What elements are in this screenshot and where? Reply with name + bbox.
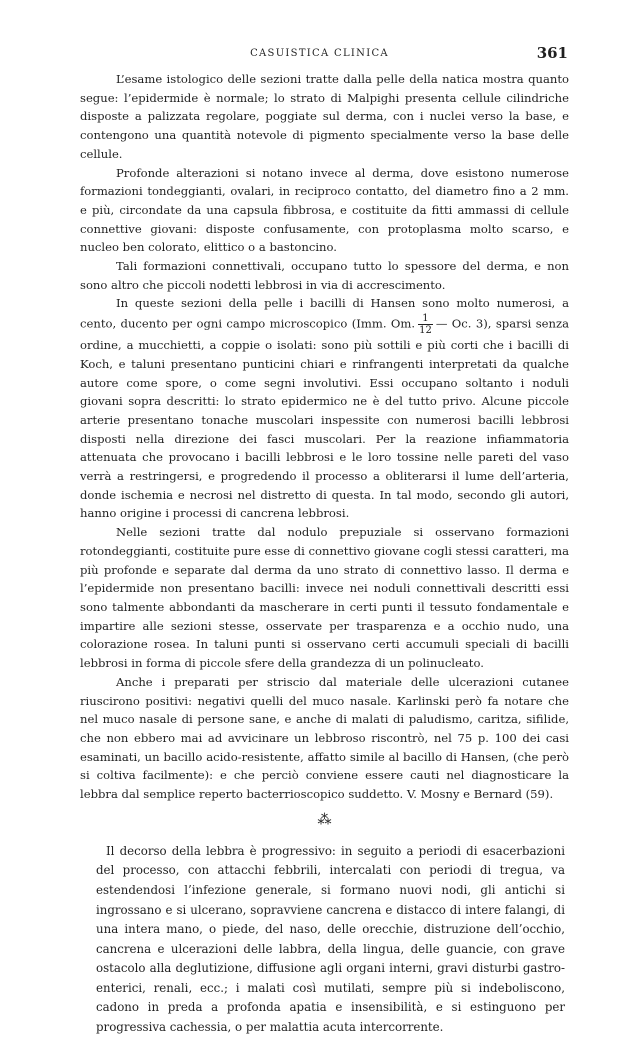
page-number: 361 <box>536 44 568 62</box>
running-title: CASUISTICA CLINICA <box>250 48 389 59</box>
paragraph-bacilli-rest: — Oc. 3), sparsi senza ordine, a mucchietti, a coppie o isolati: sono più sottili e più corti che i bacilli di Koch, e taluni presentano punticini chiari e rinfrangenti interpretati da qualche autore come spore, o come segni involutivi. Essi occupano soltanto i noduli giovani sopra descritti: lo strato epidermico ne è del tutto privo. Alcune piccole arterie presentano tonache muscolari inspessite con numerosi bacilli lebbrosi disposti nella direzione dei fasci muscolari. Per la reazione infiammatoria attenuata che provocano i bacilli lebbrosi e le loro tossine nelle pareti del vaso verrà a restringersi, e progredendo il processo a obliterarsi il lume dell’arteria, donde ischemia e necrosi nel distretto di questa. In tal modo, secondo gli autori, hanno origine i processi di cancrena lebbrosi. <box>80 316 569 521</box>
paragraph-course: Il decorso della lebbra è progressivo: in seguito a periodi di esacerbazioni del processo, con attacchi febbrili, intercalati con periodi di tregua, va estendendosi l’infezione generale, si formano nuovi nodi, gli antichi si ingrossano e si ulcerano, sopravviene cancrena e distacco di intere falangi, di una intera mano, o piede, del naso, delle orecchie, distruzione dell’occhio, cancrena e ulcerazioni delle labbra, della lingua, delle guancie, con grave ostacolo alla deglutizione, diffusione agli organi interni, gravi disturbi gastro-enterici, renali, ecc.; i malati così mutilati, sempre più si indeboliscono, cadono in preda a profonda apatia e insensibilità, e si estinguono per progressiva cachessia, o per malattia acuta intercorrente. <box>96 843 565 1035</box>
paragraph-smears: Anche i preparati per striscio dal materiale delle ulcerazioni cutanee riuscirono positivi: negativi quelli del muco nasale. Karlinski però fa notare che nel muco nasale di persone sane, e anche di malati di paludismo, caritza, sifilide, che non ebbero mai ad avvicinare un lebbroso riscontrò, nel 75 p. 100 dei casi esaminati, un bacillo acido-resistente, affatto simile al bacillo di Hansen, (che però si coltiva facilmente): e che perciò conviene essere cauti nel diagnosticare la lebbra dal semplice reperto bacterrioscopico suddetto. V. Mosny e Bernard (59). <box>80 674 569 802</box>
paragraph-derma: Profonde alterazioni si notano invece al derma, dove esistono numerose formazioni tondeggianti, ovalari, in reciproco contatto, del diametro fino a 2 mm. e più, circondate da una capsula fibbrosa, e costituite da fitti ammassi di cellule connettive giovani: disposte confusamente, con protoplasma molto scarso, e nucleo ben colorato, elittico o a bastoncino. <box>80 165 569 255</box>
body-text <box>80 70 569 1038</box>
page-header <box>0 44 639 66</box>
paragraph-formations: Tali formazioni connettivali, occupano tutto lo spessore del derma, e non sono altro che piccoli nodetti lebbrosi in via di accrescimento. <box>80 259 569 292</box>
paragraph-prepuce: Nelle sezioni tratte dal nodulo prepuziale si osservano formazioni rotondeggianti, costituite pure esse di connettivo giovane cogli stessi caratteri, ma più profonde e separate dal derma da uno strato di connettivo lasso. Il derma e l’epidermide non presentano bacilli: invece nei noduli connettivali descritti essi sono talmente abbondanti da mascherare in certi punti il tessuto fondamentale e impartire alle sezioni stesse, osservate per trasparenza e a occhio nudo, una colorazione rosea. In taluni punti si osservano certi accumuli speciali di bacilli lebbrosi in forma di piccole sfere della grandezza di un polinucleato. <box>80 525 569 671</box>
immersion-fraction <box>418 313 433 336</box>
paragraph-histology: L’esame istologico delle sezioni tratte dalla pelle della natica mostra quanto segue: l’epidermide è normale; lo strato di Malpighi presenta cellule cilindriche disposte a palizzata regolare, poggiate sul derma, con i nuclei verso la base, e contengono una quantità notevole di pigmento specialmente verso la base delle cellule. <box>80 72 569 161</box>
paragraph-bacilli <box>80 294 569 523</box>
fraction-denominator: 12 <box>419 325 432 337</box>
fraction-numerator: 1 <box>418 313 433 325</box>
section-asterism: ⁂ <box>317 811 332 828</box>
paragraph-bacilli-start: In queste sezioni della pelle i bacilli di Hansen sono molto numerosi, a cento, ducento per ogni campo microscopico (Imm. Om. <box>80 296 569 331</box>
